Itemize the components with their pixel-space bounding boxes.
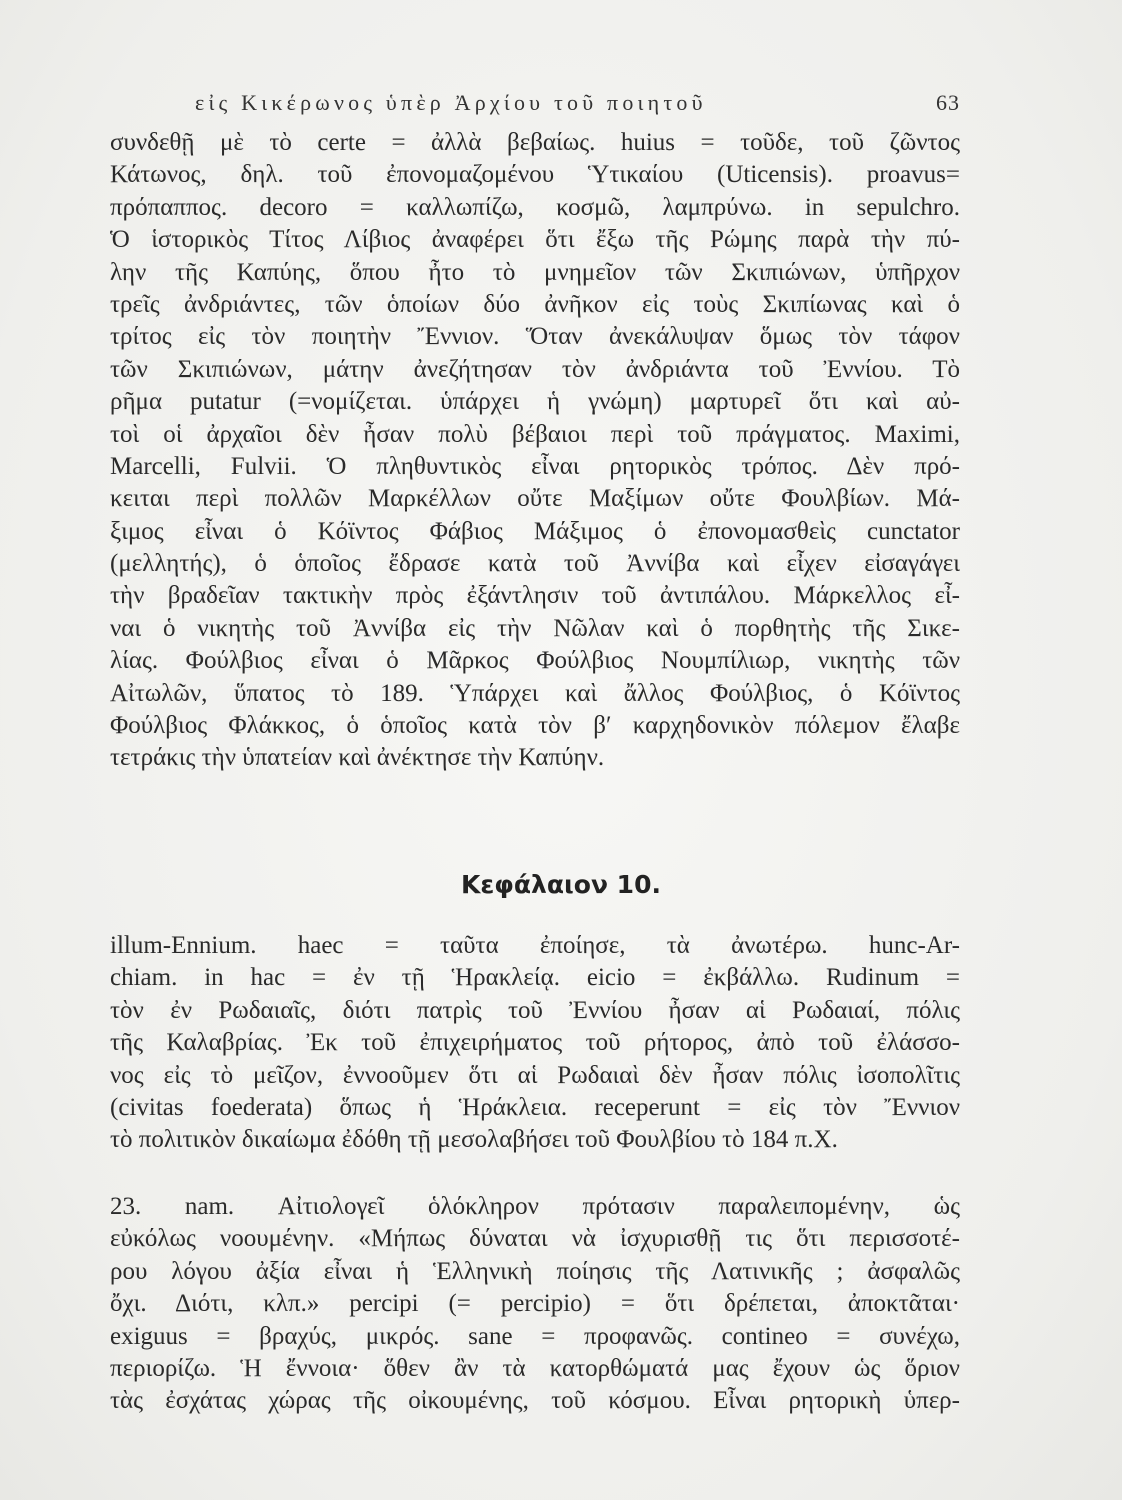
text-line: τὴν βραδεῖαν τακτικὴν πρὸς ἐξάντλησιν τοῦ ἀντιπάλου. Μάρκελλος εἶ- [110, 582, 960, 610]
text-line: λην τῆς Καπύης, ὅπου ἦτο τὸ μνημεῖον τῶν Σκιπιώνων, ὑπῆρχον [110, 258, 960, 286]
text-line: ρῆμα putatur (=νομίζεται. ὑπάρχει ἡ γνώμη) μαρτυρεῖ ὅτι καὶ αὐ- [110, 388, 960, 416]
text-line: ὄχι. Διότι, κλπ.» percipi (= percipio) = ὅτι δρέπεται, ἀποκτᾶται· [110, 1290, 960, 1318]
text-line: ρου λόγου ἀξία εἶναι ἡ Ἑλληνικὴ ποίησις τῆς Λατινικῆς ; ἀσφαλῶς [110, 1257, 960, 1285]
text-line: νος εἰς τὸ μεῖζον, ἐννοοῦμεν ὅτι αἱ Ρωδαιαὶ δὲν ἦσαν πόλις ἰσοπολῖτις [110, 1061, 960, 1089]
text-line: τῶν Σκιπιώνων, μάτην ἀνεζήτησαν τὸν ἀνδριάντα τοῦ Ἐννίου. Τὸ [110, 355, 960, 383]
text-line: τῆς Καλαβρίας. Ἐκ τοῦ ἐπιχειρήματος τοῦ ρήτορος, ἀπὸ τοῦ ἐλάσσο- [110, 1029, 960, 1057]
text-line: exiguus = βραχύς, μικρός. sane = προφανῶς. contineo = συνέχω, [110, 1322, 960, 1350]
text-line: (civitas foederata) ὅπως ἡ Ἡράκλεια. receperunt = εἰς τὸν Ἔννιον [110, 1093, 960, 1121]
running-title: εἰς Κικέρωνος ὑπὲρ Ἀρχίου τοῦ ποιητοῦ [195, 90, 707, 115]
running-header [195, 90, 960, 120]
commentary-paragraph-1 [110, 127, 960, 775]
text-line: Marcelli, Fulvii. Ὁ πληθυντικὸς εἶναι ρητορικὸς τρόπος. Δὲν πρό- [110, 452, 960, 480]
page-number: 63 [936, 90, 960, 115]
commentary-paragraph-2 [110, 930, 960, 1157]
text-line: Αἰτωλῶν, ὕπατος τὸ 189. Ὑπάρχει καὶ ἄλλος Φούλβιος, ὁ Κόϊντος [110, 679, 960, 707]
text-line: εὐκόλως νοουμένην. «Μήπως δύναται νὰ ἰσχυρισθῇ τις ὅτι περισσοτέ- [110, 1225, 960, 1253]
text-line: πρόπαππος. decoro = καλλωπίζω, κοσμῶ, λαμπρύνω. in sepulchro. [110, 193, 960, 221]
text-line: τετράκις τὴν ὑπατείαν καὶ ἀνέκτησε τὴν Καπύην. [110, 744, 605, 772]
text-line: κειται περὶ πολλῶν Μαρκέλλων οὔτε Μαξίμων οὔτε Φουλβίων. Μά- [110, 485, 960, 513]
chapter-heading: Κεφάλαιον 10. [461, 870, 661, 899]
text-line: τὸ πολιτικὸν δικαίωμα ἐδόθη τῇ μεσολαβήσει τοῦ Φουλβίου τὸ 184 π.Χ. [110, 1126, 838, 1154]
text-line: Ὁ ἱστορικὸς Τίτος Λίβιος ἀναφέρει ὅτι ἔξω τῆς Ρώμης παρὰ τὴν πύ- [110, 226, 960, 254]
text-line: ναι ὁ νικητὴς τοῦ Ἀννίβα εἰς τὴν Νῶλαν καὶ ὁ πορθητὴς τῆς Σικε- [110, 614, 960, 642]
text-line: τρεῖς ἀνδριάντες, τῶν ὁποίων δύο ἀνῆκον εἰς τοὺς Σκιπίωνας καὶ ὁ [110, 290, 960, 318]
text-line: ξιμος εἶναι ὁ Κόϊντος Φάβιος Μάξιμος ὁ ἐπονομασθεὶς cunctator [110, 517, 960, 545]
text-line: Φούλβιος Φλάκκος, ὁ ὁποῖος κατὰ τὸν β′ καρχηδονικὸν πόλεμον ἔλαβε [110, 712, 960, 740]
text-line: τὰς ἐσχάτας χώρας τῆς οἰκουμένης, τοῦ κόσμου. Εἶναι ρητορικὴ ὑπερ- [110, 1387, 960, 1415]
text-line: illum-Ennium. haec = ταῦτα ἐποίησε, τὰ ἀνωτέρω. hunc-Ar- [110, 932, 960, 959]
text-line: 23. nam. Αἰτιολογεῖ ὁλόκληρον πρότασιν παραλειπομένην, ὡς [110, 1193, 960, 1220]
text-line: τοὶ οἱ ἀρχαῖοι δὲν ἦσαν πολὺ βέβαιοι περὶ τοῦ πράγματος. Maximi, [110, 420, 960, 448]
text-line: συνδεθῇ μὲ τὸ certe = ἀλλὰ βεβαίως. huius = τοῦδε, τοῦ ζῶντος [110, 129, 960, 156]
text-line: Κάτωνος, δηλ. τοῦ ἐπονομαζομένου Ὑτικαίου (Uticensis). proavus= [110, 161, 960, 189]
text-line: chiam. in hac = ἐν τῇ Ἡρακλείᾳ. eicio = ἐκβάλλω. Rudinum = [110, 964, 960, 992]
text-line: (μελλητής), ὁ ὁποῖος ἔδρασε κατὰ τοῦ Ἀννίβα καὶ εἶχεν εἰσαγάγει [110, 550, 960, 578]
text-line: τρίτος εἰς τὸν ποιητὴν Ἔννιον. Ὅταν ἀνεκάλυψαν ὅμως τὸν τάφον [110, 323, 960, 351]
text-line: περιορίζω. Ἡ ἔννοια· ὅθεν ἂν τὰ κατορθώματά μας ἔχουν ὡς ὅριον [110, 1354, 960, 1382]
commentary-paragraph-3 [110, 1191, 960, 1418]
text-line: λίας. Φούλβιος εἶναι ὁ Μᾶρκος Φούλβιος Νουμπίλιωρ, νικητὴς τῶν [110, 647, 960, 675]
text-line: τὸν ἐν Ρωδαιαῖς, διότι πατρὶς τοῦ Ἐννίου ἦσαν αἱ Ρωδαιαί, πόλις [110, 996, 960, 1024]
